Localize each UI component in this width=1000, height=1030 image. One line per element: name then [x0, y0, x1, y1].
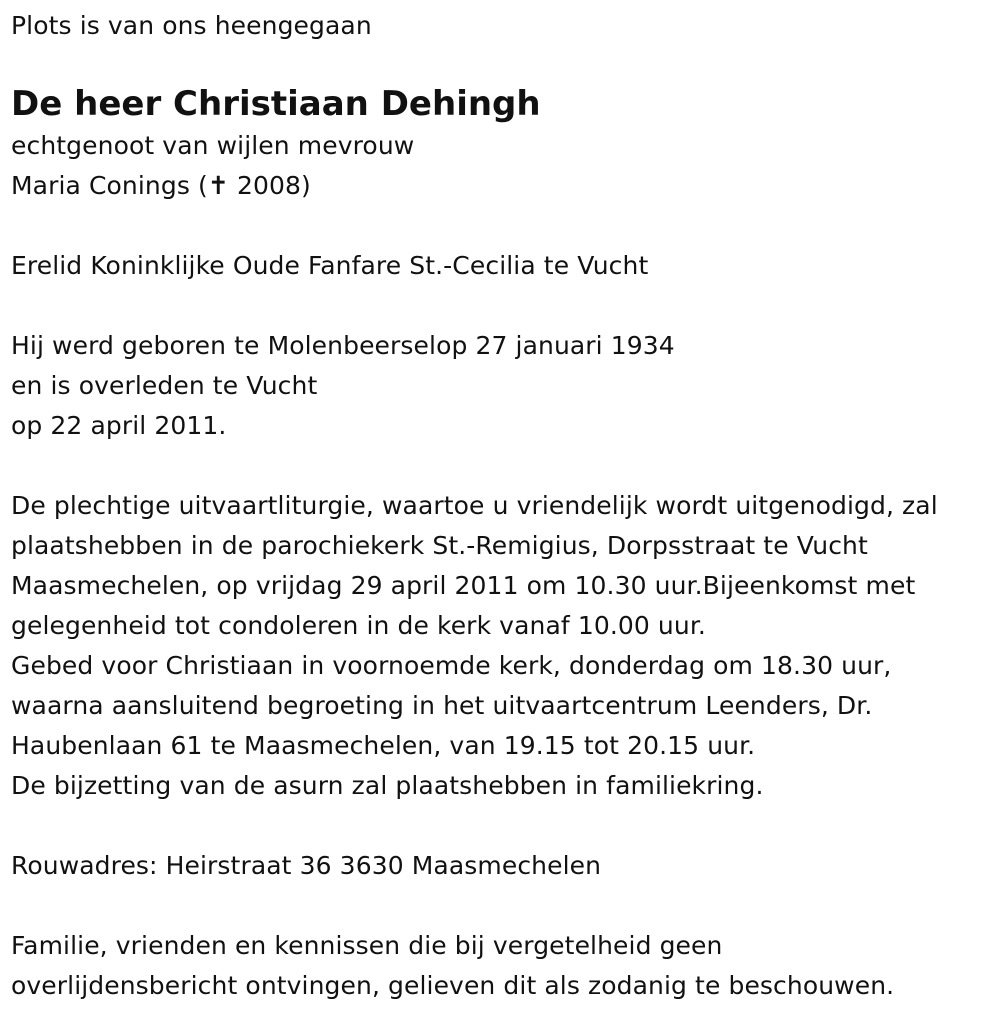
spouse-block	[11, 126, 1000, 206]
spacer	[11, 886, 1000, 926]
spacer	[11, 446, 1000, 486]
ceremony-line: Maasmechelen, op vrijdag 29 april 2011 om 10.30 uur.Bijeenkomst met	[11, 571, 916, 600]
spouse-name-line: Maria Conings (✝ 2008)	[11, 171, 311, 200]
ceremony-line: plaatshebben in de parochiekerk St.-Remigius, Dorpsstraat te Vucht	[11, 531, 868, 560]
ceremony-block	[11, 486, 1000, 806]
spouse-line: echtgenoot van wijlen mevrouw	[11, 131, 415, 160]
ceremony-line: gelegenheid tot condoleren in de kerk vanaf 10.00 uur.	[11, 611, 706, 640]
honorary-membership: Erelid Koninklijke Oude Fanfare St.-Cecilia te Vucht	[11, 251, 649, 280]
ceremony-line: Gebed voor Christiaan in voornoemde kerk, donderdag om 18.30 uur,	[11, 651, 892, 680]
intro-text: Plots is van ons heengegaan	[11, 11, 372, 40]
ceremony-line: Haubenlaan 61 te Maasmechelen, van 19.15 tot 20.15 uur.	[11, 731, 756, 760]
spacer	[11, 206, 1000, 246]
closing-line: Familie, vrienden en kennissen die bij vergetelheid geen	[11, 931, 723, 960]
mourning-address: Rouwadres: Heirstraat 36 3630 Maasmechelen	[11, 851, 602, 880]
ceremony-line: De bijzetting van de asurn zal plaatshebben in familiekring.	[11, 771, 764, 800]
death-date-line: op 22 april 2011.	[11, 411, 227, 440]
spacer	[11, 286, 1000, 326]
deceased-name: De heer Christiaan Dehingh	[11, 84, 541, 124]
ceremony-line: waarna aansluitend begroeting in het uitvaartcentrum Leenders, Dr.	[11, 691, 873, 720]
death-place-line: en is overleden te Vucht	[11, 371, 318, 400]
ceremony-line: De plechtige uitvaartliturgie, waartoe u vriendelijk wordt uitgenodigd, zal	[11, 491, 938, 520]
birth-line: Hij werd geboren te Molenbeerselop 27 januari 1934	[11, 331, 675, 360]
closing-block	[11, 926, 1000, 1006]
spacer	[11, 806, 1000, 846]
closing-line: overlijdensbericht ontvingen, gelieven dit als zodanig te beschouwen.	[11, 971, 895, 1000]
life-dates-block	[11, 326, 1000, 446]
